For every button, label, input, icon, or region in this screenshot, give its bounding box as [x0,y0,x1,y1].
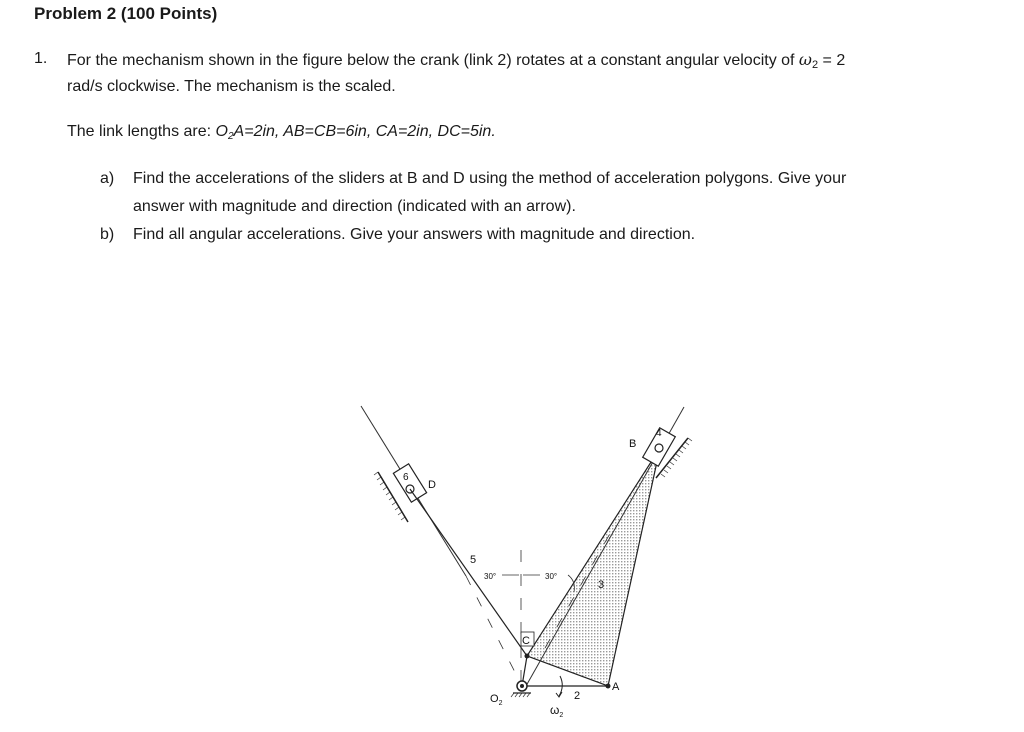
label-a: A [612,681,620,693]
label-link-4: 4 [656,428,662,439]
pin-a [606,684,611,689]
label-angle-left: 30° [484,572,497,581]
question-line-1-text: For the mechanism shown in the figure below the crank (link 2) rotates at a constant angular velocity of [67,52,799,69]
question-line-2: rad/s clockwise. The mechanism is the scaled. [67,78,396,95]
part-a-line-2: answer with magnitude and direction (indicated with an arrow). [133,198,576,215]
link-lengths-values: A=2in, AB=CB=6in, CA=2in, DC=5in. [233,123,496,140]
part-a-label: a) [100,170,115,187]
label-link-2: 2 [574,690,581,702]
question-number: 1. [34,50,48,67]
omega-subscript: 2 [811,59,819,71]
label-angle-right: 30° [545,572,558,581]
label-omega2-sub: 2 [559,712,564,719]
label-c: C [522,635,530,647]
link-lengths-o-sub: 2 [227,131,234,142]
slider-guide-d-dashed [466,576,522,686]
pivot-o2-center [520,684,524,688]
pin-c [525,654,530,659]
link-5 [410,489,527,656]
label-link-5: 5 [470,554,477,566]
omega-value: = 2 [818,52,846,69]
label-d: D [428,479,436,491]
slider-block-6 [393,464,426,502]
link-lengths-prefix: The link lengths are: [67,123,216,140]
label-o2 [490,693,503,707]
omega-arrow-head [556,692,562,697]
label-omega2-symbol: ω [550,703,560,717]
part-b-label: b) [100,226,115,243]
problem-title: Problem 2 (100 Points) [34,4,218,23]
label-link-3: 3 [598,579,605,591]
part-b-line-1: Find all angular accelerations. Give your answers with magnitude and direction. [133,226,696,243]
label-link-6: 6 [403,472,409,483]
label-omega2 [550,703,563,719]
label-o2-sub: 2 [498,700,503,707]
label-o2-letter: O [490,693,499,705]
pin-b [655,444,663,452]
label-b: B [629,438,637,450]
link-lengths-o: O [215,123,228,140]
omega-symbol: ω [798,50,812,69]
part-a-line-1: Find the accelerations of the sliders at B and D using the method of acceleration polygons. Give your [133,170,847,187]
